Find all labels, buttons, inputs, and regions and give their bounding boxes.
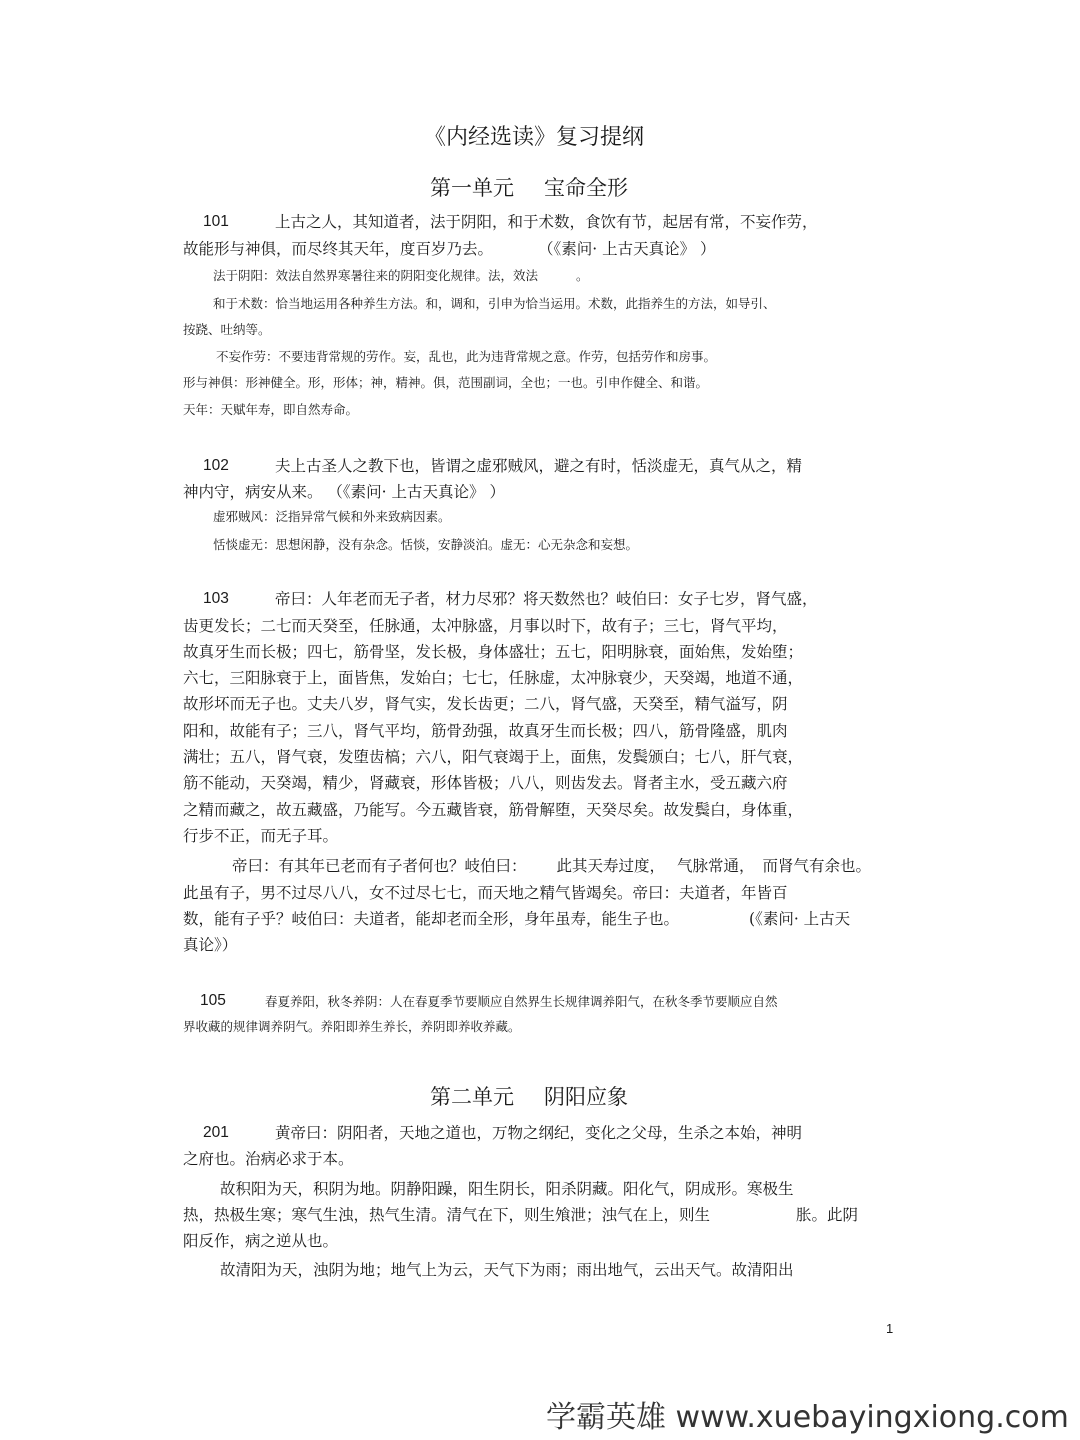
section-105-line-2: 界收藏的规律调养阴气。养阳即养生养长，养阴即养收养藏。 bbox=[183, 1019, 521, 1034]
section-103-line-7: 满壮；五八，肾气衰，发堕齿槁；六八，阳气衰竭于上，面焦，发鬓颁白；七八，肝气衰， bbox=[183, 748, 804, 766]
section-101-line-2 bbox=[183, 240, 716, 259]
note-102-2: 恬惔虚无：思想闲静，没有杂念。恬惔，安静淡泊。虚无：心无杂念和妄想。 bbox=[213, 537, 639, 552]
note-101-3: 不妄作劳：不要违背常规的劳作。妄，乱也，此为违背常规之意。作劳，包括劳作和房事。 bbox=[216, 349, 717, 364]
note-101-2-cont: 按跷、吐纳等。 bbox=[183, 322, 271, 337]
section-101-number: 101 bbox=[203, 213, 229, 230]
section-201-para2-line-1: 故积阳为天，积阴为地。阴静阳躁，阳生阴长，阳杀阴藏。阳化气，阴成形。寒极生 bbox=[220, 1180, 794, 1198]
para2-line-2-text: 热，热极生寒；寒气生浊，热气生清。清气在下，则生飧泄；浊气在上，则生 bbox=[183, 1206, 711, 1224]
section-103-line-2: 齿更发长；二七而天癸至，任脉通，太冲脉盛，月事以时下，故有子；三七，肾气平均， bbox=[183, 617, 788, 635]
para2-part-c: 气脉常通， bbox=[677, 857, 755, 875]
document-title: 《内经选读》复习提纲 bbox=[424, 125, 645, 150]
section-201-para2-line-2 bbox=[183, 1206, 858, 1225]
section-101-source: （《素问· 上古天真论》 ） bbox=[538, 240, 716, 258]
section-201-line-1: 黄帝曰：阴阳者，天地之道也，万物之纲纪，变化之父母，生杀之本始，神明 bbox=[275, 1124, 803, 1142]
section-201-line-2: 之府也。治病必求于本。 bbox=[183, 1150, 354, 1168]
note-101-4: 形与神俱：形神健全。形，形体；神，精神。俱，范围副词，全也；一也。引申作健全、和谐。 bbox=[183, 375, 709, 390]
section-103-source: (《素问· 上古天 bbox=[749, 910, 851, 928]
section-105-number: 105 bbox=[200, 992, 226, 1009]
unit1-heading-title: 宝命全形 bbox=[544, 176, 628, 200]
unit1-heading bbox=[430, 172, 628, 202]
note-101-1 bbox=[213, 268, 589, 283]
note-102-1: 虚邪贼风：泛指异常气候和外来致病因素。 bbox=[213, 509, 451, 524]
section-102-number: 102 bbox=[203, 457, 229, 474]
note-101-1-end: 。 bbox=[576, 268, 589, 283]
section-105-line-1: 春夏养阳，秋冬养阴：人在春夏季节要顺应自然界生长规律调养阳气，在秋冬季节要顺应自然 bbox=[265, 994, 778, 1009]
section-103-line-5: 故形坏而无子也。丈夫八岁，肾气实，发长齿更；二八，肾气盛，天癸至，精气溢写，阴 bbox=[183, 695, 788, 713]
section-201-number: 201 bbox=[203, 1124, 229, 1141]
section-101-line-2-text: 故能形与神俱，而尽终其天年，度百岁乃去。 bbox=[183, 240, 494, 258]
unit2-heading-title: 阴阳应象 bbox=[544, 1085, 628, 1109]
page-number: 1 bbox=[886, 1321, 894, 1336]
section-103-para2-line-3 bbox=[183, 910, 850, 929]
section-103-para2-line-1 bbox=[232, 857, 871, 876]
section-103-number: 103 bbox=[203, 590, 229, 607]
para2-line-2-end: 胀。此阴 bbox=[796, 1206, 859, 1224]
section-103-line-9: 之精而藏之，故五藏盛，乃能写。今五藏皆衰，筋骨解堕，天癸尽矣。故发鬓白，身体重， bbox=[183, 801, 804, 819]
note-101-1-text: 法于阴阳：效法自然界寒暑往来的阴阳变化规律。法，效法 bbox=[213, 268, 539, 283]
para2-part-d: 而肾气有余也。 bbox=[762, 857, 872, 875]
section-103-para2-line-2: 此虽有子，男不过尽八八，女不过尽七七，而天地之精气皆竭矣。帝曰：夫道者，年皆百 bbox=[183, 884, 788, 902]
section-103-line-6: 阳和，故能有子；三八，肾气平均，筋骨劲强，故真牙生而长极；四八，筋骨隆盛，肌肉 bbox=[183, 722, 788, 740]
para2-part-b: 此其天寿过度， bbox=[556, 857, 666, 875]
watermark-banner: 学霸英雄 www.xuebayingxiong.com bbox=[546, 1400, 1069, 1435]
section-103-para2-line-4: 真论》） bbox=[183, 936, 238, 954]
para2-part-a: 帝曰：有其年已老而有子者何也？岐伯曰： bbox=[232, 857, 527, 875]
section-102-line-1: 夫上古圣人之教下也，皆谓之虚邪贼风，避之有时，恬淡虚无，真气从之，精 bbox=[275, 457, 803, 475]
unit1-heading-number: 第一单元 bbox=[430, 176, 514, 200]
section-102-line-2: 神内守，病安从来。 （《素问· 上古天真论》 ） bbox=[183, 483, 505, 501]
section-201-para2-line-3: 阳反作，病之逆从也。 bbox=[183, 1232, 339, 1250]
section-103-line-10: 行步不正，而无子耳。 bbox=[183, 827, 339, 845]
section-101-line-1: 上古之人，其知道者，法于阴阳，和于术数，食饮有节，起居有常，不妄作劳， bbox=[275, 213, 818, 231]
section-201-para3-line-1: 故清阳为天，浊阴为地；地气上为云，天气下为雨；雨出地气，云出天气。故清阳出 bbox=[220, 1261, 794, 1279]
para2-line-3-text: 数，能有子乎？岐伯曰：夫道者，能却老而全形，身年虽寿，能生子也。 bbox=[183, 910, 680, 928]
unit2-heading bbox=[430, 1081, 628, 1111]
note-101-5: 天年：天赋年寿，即自然寿命。 bbox=[183, 402, 359, 417]
note-101-2: 和于术数：恰当地运用各种养生方法。和，调和，引申为恰当运用。术数，此指养生的方法，如导引、 bbox=[213, 296, 776, 311]
unit2-heading-number: 第二单元 bbox=[430, 1085, 514, 1109]
section-103-line-8: 筋不能动，天癸竭，精少，肾藏衰，形体皆极；八八，则齿发去。肾者主水，受五藏六府 bbox=[183, 774, 788, 792]
section-103-line-1: 帝曰：人年老而无子者，材力尽邪？将天数然也？岐伯曰：女子七岁，肾气盛， bbox=[275, 590, 818, 608]
section-103-line-4: 六七，三阳脉衰于上，面皆焦，发始白；七七，任脉虚，太冲脉衰少，天癸竭，地道不通， bbox=[183, 669, 804, 687]
section-103-line-3: 故真牙生而长极；四七，筋骨坚，发长极，身体盛壮；五七，阳明脉衰，面始焦，发始堕； bbox=[183, 643, 804, 661]
